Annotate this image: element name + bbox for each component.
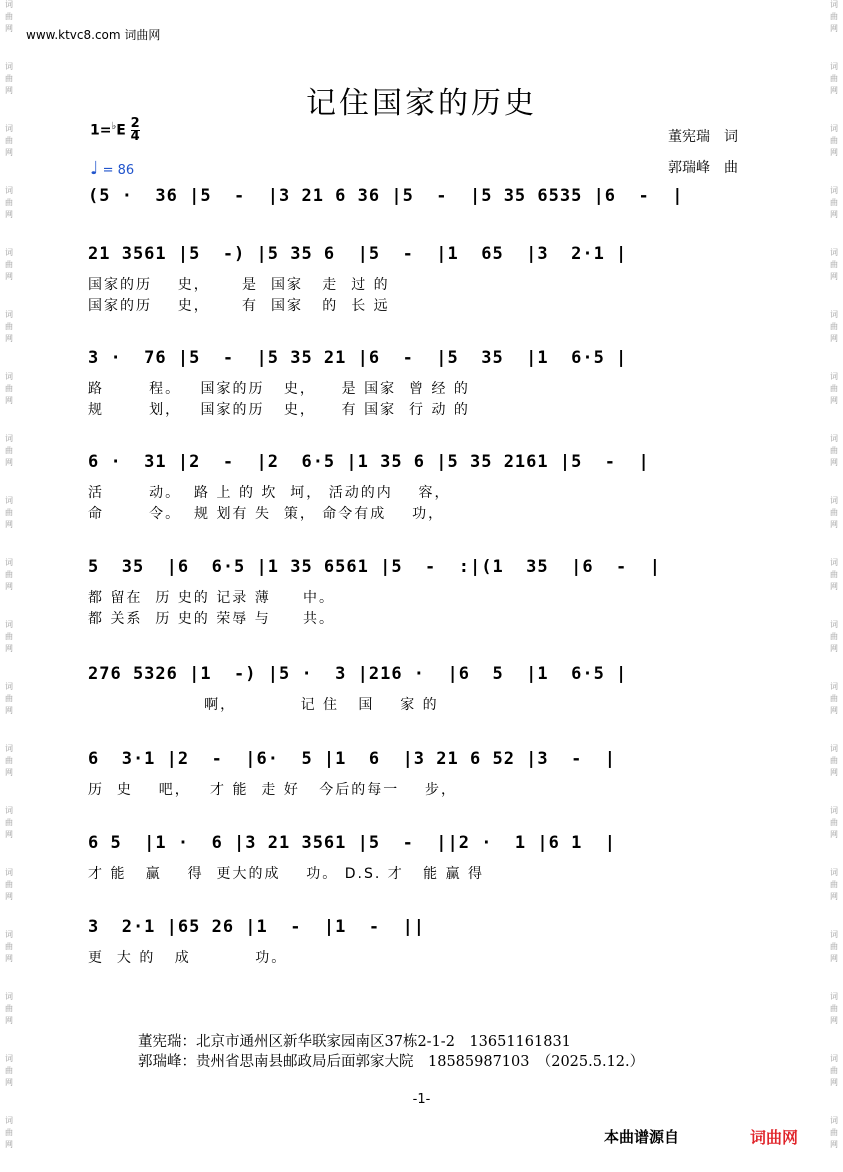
watermark-char: 网 <box>830 272 838 281</box>
watermark-char: 网 <box>830 1078 838 1087</box>
watermark-char: 曲 <box>830 632 838 641</box>
watermark-char: 词 <box>5 620 13 629</box>
watermark-char: 曲 <box>5 384 13 393</box>
watermark-char: 词 <box>5 310 13 319</box>
lyric-line-1: 历 史 吧， 才 能 走 好 今后的每一 步， <box>88 782 458 798</box>
watermark-char: 曲 <box>830 12 838 21</box>
watermark-char: 网 <box>5 892 13 901</box>
watermark-char: 词 <box>830 992 838 1001</box>
watermark-char: 词 <box>5 682 13 691</box>
footer-lyricist-address: 董宪瑞：北京市通州区新华联家园南区37栋2-1-2 13651161831 <box>138 1034 571 1050</box>
watermark-char: 网 <box>5 1016 13 1025</box>
notation-line: 6 5 |1 · 6 |3 21 3561 |5 - ||2 · 1 |6 1 | <box>88 833 617 853</box>
key-signature <box>90 118 140 143</box>
lyric-line-1: 路 程。 国家的历 史， 是 国家 曾 经 的 <box>88 381 470 397</box>
watermark-char: 曲 <box>5 136 13 145</box>
watermark-char: 曲 <box>830 74 838 83</box>
watermark-char: 网 <box>830 1016 838 1025</box>
watermark-char: 词 <box>830 868 838 877</box>
notation-line: 3 2·1 |65 26 |1 - |1 - || <box>88 917 426 937</box>
watermark-char: 曲 <box>5 446 13 455</box>
watermark-char: 词 <box>5 0 13 9</box>
page-number: -1- <box>412 1092 431 1107</box>
watermark-char: 网 <box>830 86 838 95</box>
score-row <box>88 186 757 216</box>
watermark-char: 曲 <box>5 322 13 331</box>
watermark-char: 词 <box>5 806 13 815</box>
right-watermark-strip <box>827 0 841 1172</box>
score-row <box>88 348 757 418</box>
composer-credit: 郭瑞峰 曲 <box>668 160 738 176</box>
watermark-char: 曲 <box>5 260 13 269</box>
watermark-char: 网 <box>5 210 13 219</box>
watermark-char: 曲 <box>830 260 838 269</box>
watermark-char: 网 <box>830 644 838 653</box>
lyric-line-1: 啊， 记 住 国 家 的 <box>88 697 439 713</box>
site-url[interactable]: www.ktvc8.com 词曲网 <box>26 28 161 42</box>
watermark-char: 曲 <box>5 1128 13 1137</box>
watermark-char: 网 <box>830 520 838 529</box>
watermark-char: 词 <box>830 248 838 257</box>
time-top: 2 <box>130 116 140 131</box>
watermark-char: 曲 <box>5 1004 13 1013</box>
watermark-char: 词 <box>5 434 13 443</box>
watermark-char: 词 <box>5 868 13 877</box>
left-watermark-strip <box>2 0 16 1172</box>
song-title: 记住国家的历史 <box>306 86 537 121</box>
key-letter: E <box>116 122 126 139</box>
watermark-char: 词 <box>830 496 838 505</box>
lyric-line-2: 规 划， 国家的历 史， 有 国家 行 动 的 <box>88 402 470 418</box>
watermark-char: 曲 <box>5 74 13 83</box>
watermark-char: 词 <box>830 620 838 629</box>
notation-line: 6 3·1 |2 - |6· 5 |1 6 |3 21 6 52 |3 - | <box>88 749 617 769</box>
watermark-char: 词 <box>5 372 13 381</box>
watermark-char: 网 <box>830 768 838 777</box>
notation-line: 6 · 31 |2 - |2 6·5 |1 35 6 |5 35 2161 |5 - | <box>88 452 650 472</box>
footer-composer-address: 郭瑞峰：贵州省思南县邮政局后面郭家大院 18585987103 （2025.5.12.） <box>138 1054 645 1070</box>
watermark-char: 词 <box>830 682 838 691</box>
notation-line: 276 5326 |1 -) |5 · 3 |216 · |6 5 |1 6·5 | <box>88 664 628 684</box>
watermark-char: 曲 <box>830 1128 838 1137</box>
watermark-char: 网 <box>5 86 13 95</box>
watermark-char: 曲 <box>830 818 838 827</box>
watermark-char: 曲 <box>830 136 838 145</box>
notation-line: 5 35 |6 6·5 |1 35 6561 |5 - :|(1 35 |6 - | <box>88 557 661 577</box>
score-row <box>88 452 757 522</box>
lyric-line-1: 才 能 赢 得 更大的成 功。 D.S. 才 能 赢 得 <box>88 866 485 882</box>
watermark-char: 曲 <box>5 818 13 827</box>
watermark-char: 曲 <box>830 756 838 765</box>
watermark-char: 词 <box>830 0 838 9</box>
watermark-char: 网 <box>5 644 13 653</box>
watermark-char: 曲 <box>5 880 13 889</box>
score-row <box>88 664 757 713</box>
lyric-line-2: 国家的历 史， 有 国家 的 长 远 <box>88 298 390 314</box>
watermark-char: 词 <box>5 1116 13 1125</box>
watermark-char: 曲 <box>830 446 838 455</box>
watermark-char: 曲 <box>5 198 13 207</box>
watermark-char: 网 <box>830 148 838 157</box>
score-row <box>88 833 757 882</box>
watermark-char: 网 <box>830 706 838 715</box>
lyric-line-1: 更 大 的 成 功。 <box>88 950 288 966</box>
watermark-char: 曲 <box>5 508 13 517</box>
watermark-char: 网 <box>830 396 838 405</box>
watermark-char: 网 <box>830 210 838 219</box>
watermark-char: 词 <box>5 1054 13 1063</box>
watermark-char: 曲 <box>5 756 13 765</box>
watermark-char: 曲 <box>5 570 13 579</box>
watermark-char: 词 <box>5 496 13 505</box>
watermark-char: 词 <box>830 434 838 443</box>
watermark-char: 词 <box>5 62 13 71</box>
lyric-line-1: 都 留在 历 史的 记录 薄 中。 <box>88 590 335 606</box>
watermark-char: 网 <box>5 830 13 839</box>
watermark-char: 曲 <box>830 570 838 579</box>
watermark-char: 网 <box>830 582 838 591</box>
source-brand[interactable]: 词曲网 <box>750 1128 799 1147</box>
score-row <box>88 749 757 798</box>
watermark-char: 词 <box>830 62 838 71</box>
watermark-char: 网 <box>5 148 13 157</box>
watermark-char: 网 <box>5 24 13 33</box>
lyricist-credit: 董宪瑞 词 <box>668 129 738 145</box>
watermark-char: 网 <box>5 396 13 405</box>
score-row <box>88 917 757 966</box>
watermark-char: 词 <box>830 1054 838 1063</box>
time-bottom: 4 <box>130 129 140 144</box>
watermark-char: 网 <box>830 830 838 839</box>
watermark-char: 网 <box>5 1078 13 1087</box>
watermark-char: 曲 <box>830 384 838 393</box>
watermark-char: 词 <box>5 124 13 133</box>
watermark-char: 网 <box>830 24 838 33</box>
watermark-char: 网 <box>830 892 838 901</box>
watermark-char: 曲 <box>5 1066 13 1075</box>
watermark-char: 词 <box>830 806 838 815</box>
time-signature <box>131 118 140 143</box>
watermark-char: 网 <box>5 768 13 777</box>
notation-line: 3 · 76 |5 - |5 35 21 |6 - |5 35 |1 6·5 | <box>88 348 628 368</box>
watermark-char: 网 <box>5 954 13 963</box>
watermark-char: 词 <box>830 930 838 939</box>
watermark-char: 网 <box>5 458 13 467</box>
lyric-line-2: 命 令。 规 划有 失 策， 命令有成 功， <box>88 506 445 522</box>
watermark-char: 词 <box>830 372 838 381</box>
key-prefix: 1= <box>90 122 112 139</box>
notation-line: (5 · 36 |5 - |3 21 6 36 |5 - |5 35 6535 |6 - | <box>88 186 684 206</box>
watermark-char: 词 <box>5 992 13 1001</box>
tempo-marking <box>90 158 134 179</box>
watermark-char: 曲 <box>830 942 838 951</box>
watermark-char: 曲 <box>830 322 838 331</box>
watermark-char: 网 <box>830 458 838 467</box>
watermark-char: 网 <box>830 334 838 343</box>
watermark-char: 词 <box>5 248 13 257</box>
watermark-char: 网 <box>5 1140 13 1149</box>
watermark-char: 曲 <box>830 508 838 517</box>
watermark-char: 词 <box>830 744 838 753</box>
watermark-char: 词 <box>5 558 13 567</box>
watermark-char: 曲 <box>5 632 13 641</box>
score-row <box>88 557 757 627</box>
watermark-char: 词 <box>5 930 13 939</box>
watermark-char: 网 <box>5 582 13 591</box>
watermark-char: 曲 <box>830 1066 838 1075</box>
watermark-char: 词 <box>830 124 838 133</box>
watermark-char: 曲 <box>830 198 838 207</box>
watermark-char: 词 <box>830 186 838 195</box>
watermark-char: 词 <box>830 558 838 567</box>
watermark-char: 网 <box>830 1140 838 1149</box>
lyric-line-1: 国家的历 史， 是 国家 走 过 的 <box>88 277 390 293</box>
lyric-line-1: 活 动。 路 上 的 坎 坷， 活动的内 容， <box>88 485 451 501</box>
watermark-char: 网 <box>5 706 13 715</box>
lyric-line-2: 都 关系 历 史的 荣辱 与 共。 <box>88 611 335 627</box>
watermark-char: 词 <box>830 1116 838 1125</box>
source-text: 本曲谱源自 <box>604 1128 680 1146</box>
watermark-char: 词 <box>5 744 13 753</box>
watermark-char: 网 <box>830 954 838 963</box>
watermark-char: 网 <box>5 334 13 343</box>
watermark-char: 曲 <box>5 942 13 951</box>
watermark-char: 词 <box>830 310 838 319</box>
quarter-note-icon: ♩ <box>90 158 99 179</box>
watermark-char: 网 <box>5 520 13 529</box>
watermark-char: 曲 <box>830 880 838 889</box>
watermark-char: 曲 <box>830 1004 838 1013</box>
flat-sign: ♭ <box>111 120 117 132</box>
watermark-char: 词 <box>5 186 13 195</box>
watermark-char: 网 <box>5 272 13 281</box>
notation-line: 21 3561 |5 -) |5 35 6 |5 - |1 65 |3 2·1 | <box>88 244 628 264</box>
watermark-char: 曲 <box>5 694 13 703</box>
watermark-char: 曲 <box>830 694 838 703</box>
tempo-value: = 86 <box>102 163 135 178</box>
watermark-char: 曲 <box>5 12 13 21</box>
score-row <box>88 244 757 314</box>
